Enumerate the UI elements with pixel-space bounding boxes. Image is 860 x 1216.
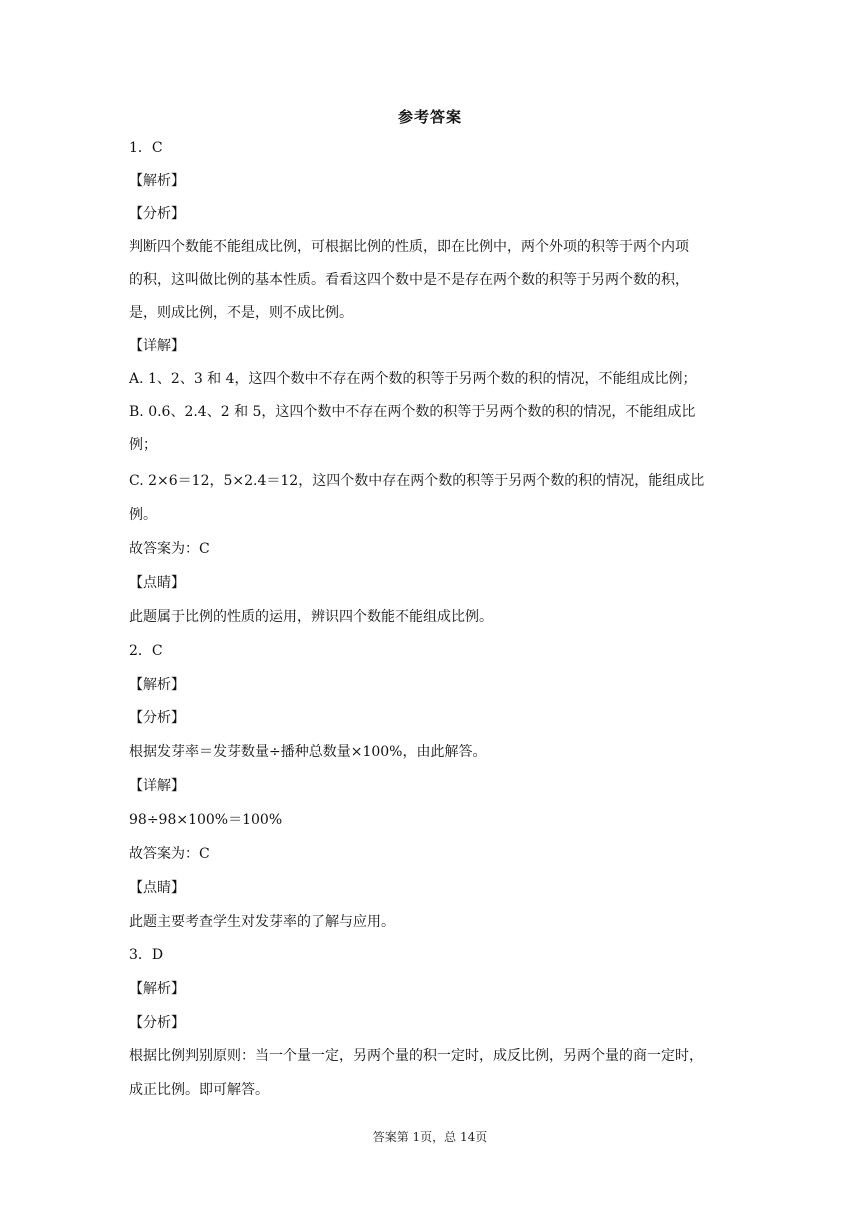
text-line: 1．C [129,140,163,156]
text-line: 此题属于比例的性质的运用，辨识四个数能不能组成比例。 [129,609,493,625]
text-line: 【分析】 [129,206,185,222]
text-line: 【分析】 [129,710,185,726]
text-line: 例； [129,437,157,453]
page-footer: 答案第 1页，总 14页 [372,1130,488,1144]
text-line: A. 1、2、3 和 4，这四个数中不存在两个数的积等于另两个数的积的情况，不能组成比例； [129,371,697,387]
text-line: 2．C [129,643,163,659]
text-line: 【分析】 [129,1015,185,1031]
text-line: 根据比例判别原则：当一个量一定，另两个量的积一定时，成反比例，另两个量的商一定时， [129,1048,703,1064]
text-line: C. 2×6＝12，5×2.4＝12，这四个数中存在两个数的积等于另两个数的积的情况，能组成比 [129,473,705,489]
text-line: 【解析】 [129,981,185,997]
text-line: 是，则成比例，不是，则不成比例。 [129,305,353,321]
text-line: 【详解】 [129,778,185,794]
page-title: 参考答案 [397,108,462,126]
text-line: 的积，这叫做比例的基本性质。看看这四个数中是不是存在两个数的积等于另两个数的积， [129,272,689,288]
text-line: 【解析】 [129,677,185,693]
text-line: 故答案为：C [129,541,210,557]
text-line: B. 0.6、2.4、2 和 5，这四个数中不存在两个数的积等于另两个数的积的情况，不能组成比 [129,404,696,420]
text-line: 判断四个数能不能组成比例，可根据比例的性质，即在比例中，两个外项的积等于两个内项 [129,239,689,255]
text-line: 根据发芽率＝发芽数量÷播种总数量×100%，由此解答。 [129,744,487,760]
text-line: 【详解】 [129,338,185,354]
text-line: 【点睛】 [129,575,185,591]
text-line: 3．D [129,947,164,963]
text-line: 此题主要考查学生对发芽率的了解与应用。 [129,914,395,930]
text-line: 【点睛】 [129,880,185,896]
text-line: 故答案为：C [129,846,210,862]
text-line: 例。 [129,507,157,523]
text-line: 【解析】 [129,173,185,189]
text-line: 98÷98×100%＝100% [129,812,283,828]
text-line: 成正比例。即可解答。 [129,1082,269,1098]
